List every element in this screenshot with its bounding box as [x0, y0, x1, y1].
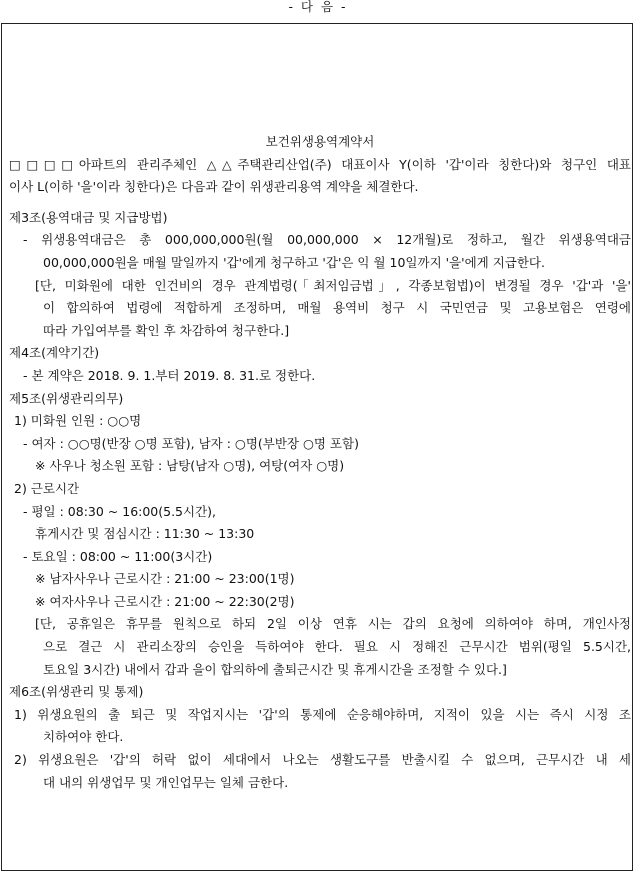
intro-line-1: □□□□아파트의 관리주체인 △△주택관리산업(주) 대표이사 Y(이하 '갑'이라 칭한다)와 청구인 대표: [9, 156, 631, 172]
article-3-heading: 제3조(용역대금 및 지급방법): [9, 209, 168, 225]
article-6-item-2b: 대 내의 위생업무 및 개인업무는 일체 금한다.: [43, 774, 289, 790]
article-6-item-2: 2) 위생요원은 '갑'의 허락 없이 세대에서 나오는 생활도구를 반출시킬 수 없으며, 근무시간 내 세: [14, 752, 631, 768]
article-5-item-2f: [단, 공휴일은 휴무를 원칙으로 하되 2일 이상 연휴 시는 갑의 요청에 의하여야 하며, 개인사정: [35, 616, 631, 632]
article-5-item-2g: 으로 결근 시 관리소장의 승인을 득하여야 한다. 필요 시 정해진 근무시간 범위(평일 5.5시간,: [43, 639, 631, 655]
article-4-line-1: - 본 계약은 2018. 9. 1.부터 2019. 8. 31.로 정한다.: [23, 367, 316, 383]
article-5-item-1b: ※ 사우나 청소원 포함 : 남탕(남자 ○명), 여탕(여자 ○명): [35, 458, 345, 474]
article-5-item-2d: ※ 남자사우나 근로시간 : 21:00 ~ 23:00(1명): [35, 571, 295, 587]
article-4-heading: 제4조(계약기간): [9, 345, 100, 361]
article-6-item-1: 1) 위생요원의 출 퇴근 및 작업지시는 '갑'의 통제에 순응해야하며, 지적이 있을 시는 즉시 시정 조: [14, 706, 631, 722]
article-3-line-3: [단, 미화원에 대한 인건비의 경우 관계법령(「최저임금법」, 각종보험법)이 변경될 경우 '갑'과 '을': [35, 277, 631, 293]
contract-content: [9, 131, 631, 794]
contract-title: 보건위생용역계약서: [265, 134, 375, 149]
contract-box: [1, 23, 633, 871]
article-5-item-2b: 휴게시간 및 점심시간 : 11:30 ~ 13:30: [35, 526, 255, 542]
article-6-item-1b: 치하여야 한다.: [43, 729, 124, 745]
intro-line-2: 이사 L(이하 '을'이라 칭한다)은 다음과 같이 위생관리용역 계약을 체결한다.: [9, 179, 419, 195]
article-5-item-2h: 토요일 3시간) 내에서 갑과 을이 합의하에 출퇴근시간 및 휴게시간을 조정할 수 있다.]: [43, 661, 507, 677]
article-3-line-4: 이 합의하여 법령에 적합하게 조정하며, 매월 용역비 청구 시 국민연금 및 고용보험은 연령에: [43, 300, 631, 316]
article-6-heading: 제6조(위생관리 및 통제): [9, 684, 144, 700]
article-5-item-2e: ※ 여자사우나 근로시간 : 21:00 ~ 22:30(2명): [35, 593, 295, 609]
article-5-item-1a: - 여자 : ○○명(반장 ○명 포함), 남자 : ○명(부반장 ○명 포함): [23, 435, 359, 451]
article-3-line-1: - 위생용역대금은 총 000,000,000원(월 00,000,000 × 12개월)로 정하고, 월간 위생용역대금: [23, 232, 631, 248]
page-header: - 다 음 -: [288, 0, 348, 14]
article-5-item-2a: - 평일 : 08:30 ~ 16:00(5.5시간),: [23, 503, 217, 519]
article-5-item-1: 1) 미화원 인원 : ○○명: [14, 413, 142, 429]
spacer: [9, 199, 631, 207]
article-5-heading: 제5조(위생관리의무): [9, 390, 124, 406]
article-5-item-2c: - 토요일 : 08:00 ~ 11:00(3시간): [23, 548, 213, 564]
article-3-line-5: 따라 가입여부를 확인 후 차감하여 청구한다.]: [43, 322, 290, 338]
article-3-line-2: 00,000,000원을 매월 말일까지 '갑'에게 청구하고 '갑'은 익 월 10일까지 '을'에게 지급한다.: [43, 254, 545, 270]
article-5-item-2: 2) 근로시간: [14, 480, 80, 496]
